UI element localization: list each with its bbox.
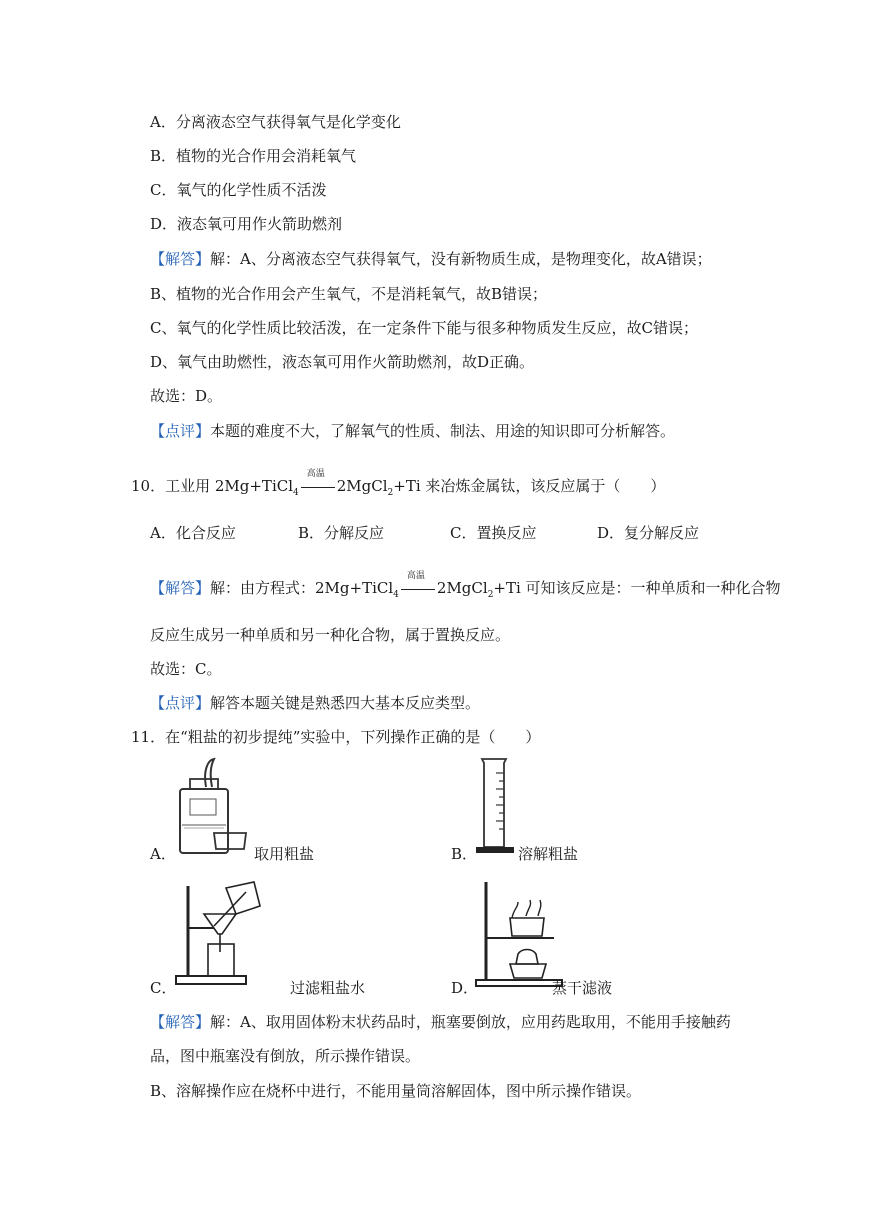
subscript: 4	[293, 488, 299, 498]
stem-prefix: 工业用 2Mg+TiCl	[165, 477, 294, 495]
q9-comment	[150, 421, 675, 441]
q11-stem: 11．在“粗盐的初步提纯”实验中，下列操作正确的是（ ）	[131, 728, 541, 746]
evaporation-apparatus-image	[474, 878, 570, 990]
answer-prefix: 解：由方程式：2Mg+TiCl	[210, 579, 394, 597]
answer-text: 解：A、分离液态空气获得氧气，没有新物质生成，是物理变化，故A错误；	[210, 250, 712, 268]
q11-answer-line-1	[150, 1012, 731, 1032]
comment-text: 本题的难度不大，了解氧气的性质、制法、用途的知识即可分析解答。	[210, 422, 676, 440]
comment-text: 解答本题关键是熟悉四大基本反应类型。	[210, 694, 481, 712]
stem-suffix: +Ti 来冶炼金属钛，该反应属于（ ）	[393, 477, 666, 495]
q11-option-a-label: 取用粗盐	[254, 845, 315, 863]
q10-answer-line-2: 反应生成另一种单质和另一种化合物，属于置换反应。	[150, 626, 511, 644]
q11-option-d-label: 蒸干滤液	[552, 979, 613, 997]
q10-stem	[131, 469, 666, 503]
q11-option-a-letter: A．	[150, 845, 176, 863]
answer-tag: 【解答】	[150, 250, 211, 268]
subscript: 2	[487, 590, 494, 600]
q9-option-b: B．植物的光合作用会消耗氧气	[150, 147, 357, 165]
q9-choice: 故选：D。	[150, 387, 223, 405]
subscript: 2	[387, 488, 394, 498]
comment-tag: 【点评】	[150, 422, 211, 440]
comment-tag: 【点评】	[150, 694, 211, 712]
q9-option-c: C．氧气的化学性质不活泼	[150, 181, 327, 199]
answer-product: 2MgCl	[436, 579, 488, 597]
q10-option-d: D．复分解反应	[597, 524, 700, 542]
q11-option-d-letter: D．	[451, 979, 479, 997]
reaction-arrow	[399, 571, 437, 599]
subscript: 4	[393, 590, 399, 600]
filtration-apparatus-image	[174, 878, 270, 988]
answer-suffix: +Ti 可知该反应是：一种单质和一种化合物	[493, 579, 781, 597]
q9-answer-line-2: B、植物的光合作用会产生氧气，不是消耗氧气，故B错误；	[150, 285, 548, 303]
q9-option-a: A．分离液态空气获得氧气是化学变化	[150, 113, 401, 131]
q11-option-c-label: 过滤粗盐水	[290, 979, 366, 997]
q11-option-b-label: 溶解粗盐	[518, 845, 579, 863]
q10-option-c: C．置换反应	[450, 524, 537, 542]
q11-option-b-letter: B．	[451, 845, 478, 863]
reagent-bottle-image	[170, 755, 250, 855]
answer-tag: 【解答】	[150, 579, 211, 597]
answer-tag: 【解答】	[150, 1013, 211, 1031]
q10-option-a: A．化合反应	[150, 524, 236, 542]
q10-comment	[150, 693, 480, 713]
question-number: 10．	[131, 477, 166, 495]
q10-option-b: B．分解反应	[298, 524, 385, 542]
q10-choice: 故选：C。	[150, 660, 222, 678]
q11-answer-line-2: 品，图中瓶塞没有倒放，所示操作错误。	[150, 1047, 421, 1065]
reaction-arrow	[299, 469, 337, 497]
q11-answer-line-3: B、溶解操作应在烧杯中进行，不能用量筒溶解固体，图中所示操作错误。	[150, 1082, 642, 1100]
q9-answer-line-4: D、氧气由助燃性，液态氧可用作火箭助燃剂，故D正确。	[150, 353, 535, 371]
q11-option-c-letter: C．	[150, 979, 177, 997]
q10-answer-line-1	[150, 571, 781, 605]
stem-product: 2MgCl	[336, 477, 388, 495]
q9-answer-line-1	[150, 249, 712, 269]
answer-text: 解：A、取用固体粉末状药品时，瓶塞要倒放，应用药匙取用，不能用手接触药	[210, 1013, 731, 1031]
q9-answer-line-3: C、氧气的化学性质比较活泼，在一定条件下能与很多种物质发生反应，故C错误；	[150, 319, 698, 337]
reaction-condition: 高温	[406, 571, 425, 581]
graduated-cylinder-image	[470, 755, 522, 860]
q9-option-d: D．液态氧可用作火箭助燃剂	[150, 215, 343, 233]
reaction-condition: 高温	[306, 469, 325, 479]
